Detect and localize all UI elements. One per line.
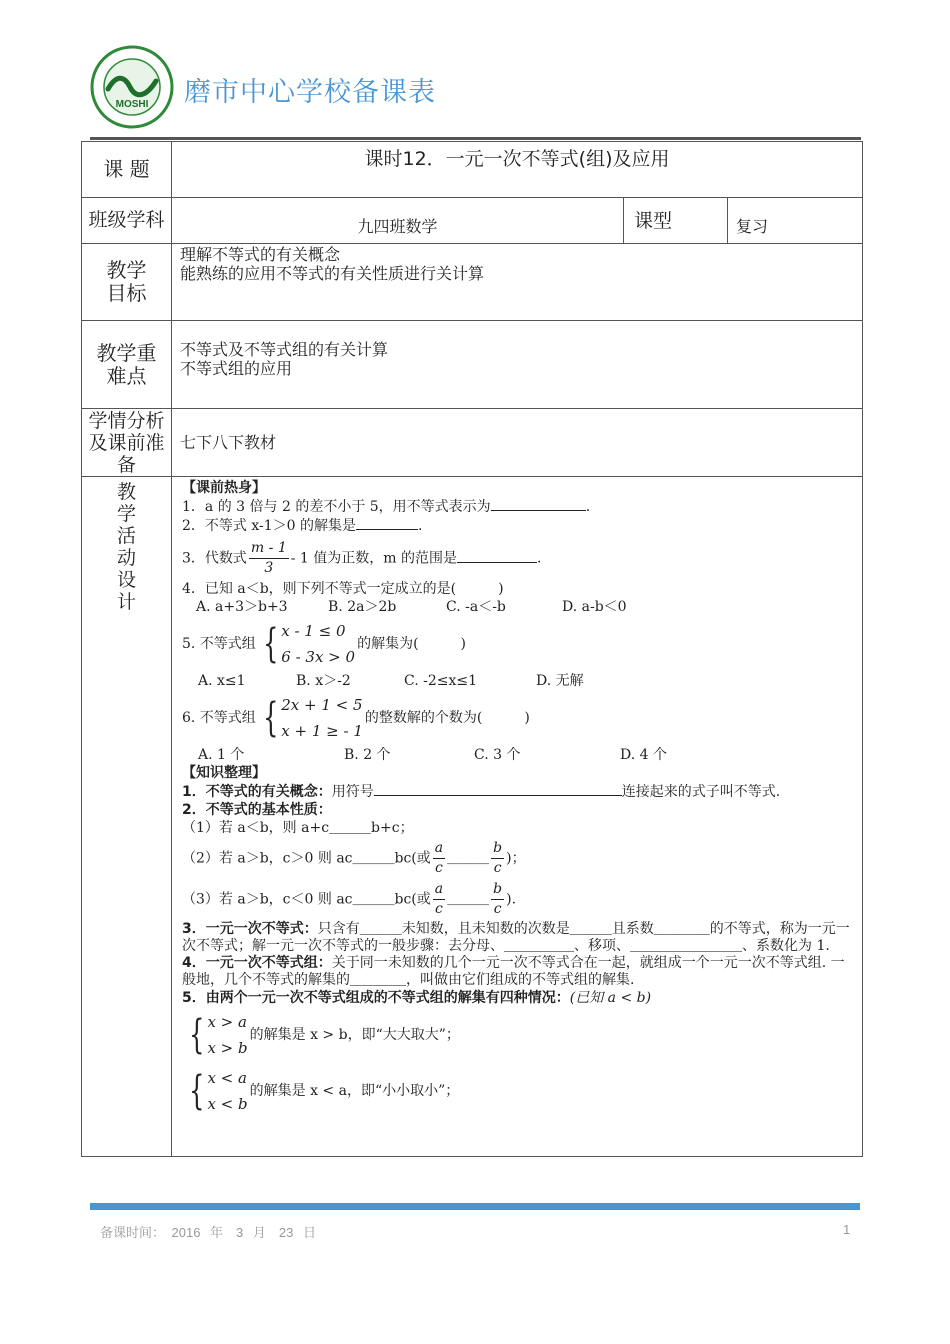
type-value: 复习 xyxy=(728,198,863,244)
activity-content xyxy=(172,477,863,1157)
activity-label: 教学活动设计 xyxy=(82,477,172,1157)
knowledge-2-title: 2．不等式的基本性质： xyxy=(182,802,332,818)
key-line-2: 不等式组的应用 xyxy=(180,359,293,378)
frac-b-c: $\frac{b}{c}$ xyxy=(493,840,503,876)
question-4-options: A. a+3＞b+3 B. 2a＞2b C. -a＜-b D. a-b＜0 xyxy=(196,599,627,615)
case-2: { x < a x < b 的解集是 x < a，即“小小取小”； xyxy=(182,1065,854,1117)
knowledge-title: 【知识整理】 xyxy=(182,765,266,781)
q5-system: { x - 1 ≤ 0 6 - 3x > 0 xyxy=(262,621,356,667)
question-2: 2．不等式 x-1＞0 的解集是 . xyxy=(182,518,423,534)
class-value: 九四班数学 xyxy=(172,198,624,244)
frac-a-c: $\frac{a}{c}$ xyxy=(434,840,444,876)
knowledge-5: 5．由两个一元一次不等式组成的不等式组的解集有四种情况：(已知 a < b) xyxy=(182,990,652,1006)
key-label: 教学重难点 xyxy=(82,321,172,409)
question-1: 1．a 的 3 倍与 2 的差不小于 5，用不等式表示为 . xyxy=(182,499,591,515)
footer-page-number: 1 xyxy=(843,1222,851,1237)
topic-label: 课 题 xyxy=(82,142,172,198)
question-6: 6. 不等式组 { 2x + 1 < 5 x + 1 ≥ - 1 的整数解的个数为( ) xyxy=(182,692,854,744)
question-5-options: A. x≤1 B. x＞-2 C. -2≤x≤1 D. 无解 xyxy=(198,673,584,689)
q3-fraction: $\frac{m - 1}{3}$ xyxy=(250,540,287,576)
header-divider xyxy=(90,137,861,140)
question-4: 4．已知 a＜b，则下列不等式一定成立的是( ) xyxy=(182,581,504,597)
prep-value: 七下八下教材 xyxy=(172,409,863,477)
goal-line-1: 理解不等式的有关概念 xyxy=(180,245,341,264)
prep-label: 学情分析及课前准备 xyxy=(82,409,172,477)
warmup-title: 【课前热身】 xyxy=(182,480,266,496)
property-3: （3）若 a＞b，c＜0 则 ac＿＿＿bc(或 $\frac{a}{c}$ ＿＿＿ $\frac{b}{c}$ ). xyxy=(182,881,517,917)
key-line-1: 不等式及不等式组的有关计算 xyxy=(180,340,389,359)
school-logo-icon xyxy=(90,45,174,129)
goal-label: 教学目标 xyxy=(82,244,172,321)
footer-bar xyxy=(90,1203,860,1210)
footer-date: 备课时间： 2016 年 3 月 23 日 xyxy=(100,1225,316,1240)
case-1-system: { x > a x > b xyxy=(189,1012,248,1058)
key-content xyxy=(172,321,863,409)
frac-b-c-2: $\frac{b}{c}$ xyxy=(493,881,503,917)
knowledge-3: 3．一元一次不等式：只含有＿＿＿未知数，且未知数的次数是＿＿＿且系数＿＿＿＿的不等式，称为一元一次不等式；解一元一次不等式的一般步骤：去分母、＿＿＿＿＿、移项、＿＿＿＿＿＿＿＿、系数化为 1. xyxy=(182,921,850,954)
corner-page-number: 1 xyxy=(64,22,72,38)
class-label: 班级学科 xyxy=(82,198,172,244)
goal-line-2: 能熟练的应用不等式的有关性质进行关计算 xyxy=(180,264,485,283)
lesson-plan-table xyxy=(81,141,863,1157)
question-6-options: A. 1 个 B. 2 个 C. 3 个 D. 4 个 xyxy=(198,747,667,763)
type-label: 课型 xyxy=(624,198,728,244)
question-3: 3．代数式 $\frac{m - 1}{3}$ - 1 值为正数，m 的范围是 . xyxy=(182,540,542,576)
school-title: 磨市中心学校备课表 xyxy=(184,77,436,108)
topic-value: 课时12．一元一次不等式(组)及应用 xyxy=(172,142,863,198)
knowledge-4: 4．一元一次不等式组：关于同一未知数的几个一元一次不等式合在一起，就组成一个一元一次不等式组. 一般地，几个不等式的解集的＿＿＿＿，叫做由它们组成的不等式组的解集. xyxy=(182,955,845,988)
case-2-system: { x < a x < b xyxy=(189,1068,248,1114)
frac-a-c-2: $\frac{a}{c}$ xyxy=(434,881,444,917)
q6-system: { 2x + 1 < 5 x + 1 ≥ - 1 xyxy=(262,695,363,741)
property-2: （2）若 a＞b，c＞0 则 ac＿＿＿bc(或 $\frac{a}{c}$ ＿＿＿ $\frac{b}{c}$ )； xyxy=(182,840,526,876)
property-1: （1）若 a＜b，则 a+c＿＿＿b+c； xyxy=(182,820,414,836)
logo-text: MOSHI xyxy=(115,99,149,110)
case-1: { x > a x > b 的解集是 x > b，即“大大取大”； xyxy=(182,1009,854,1061)
knowledge-1: 1．不等式的有关概念：用符号 连接起来的式子叫不等式. xyxy=(182,784,781,800)
question-5: 5. 不等式组 { x - 1 ≤ 0 6 - 3x > 0 的解集为( ) xyxy=(182,618,854,670)
goal-content xyxy=(172,244,863,321)
